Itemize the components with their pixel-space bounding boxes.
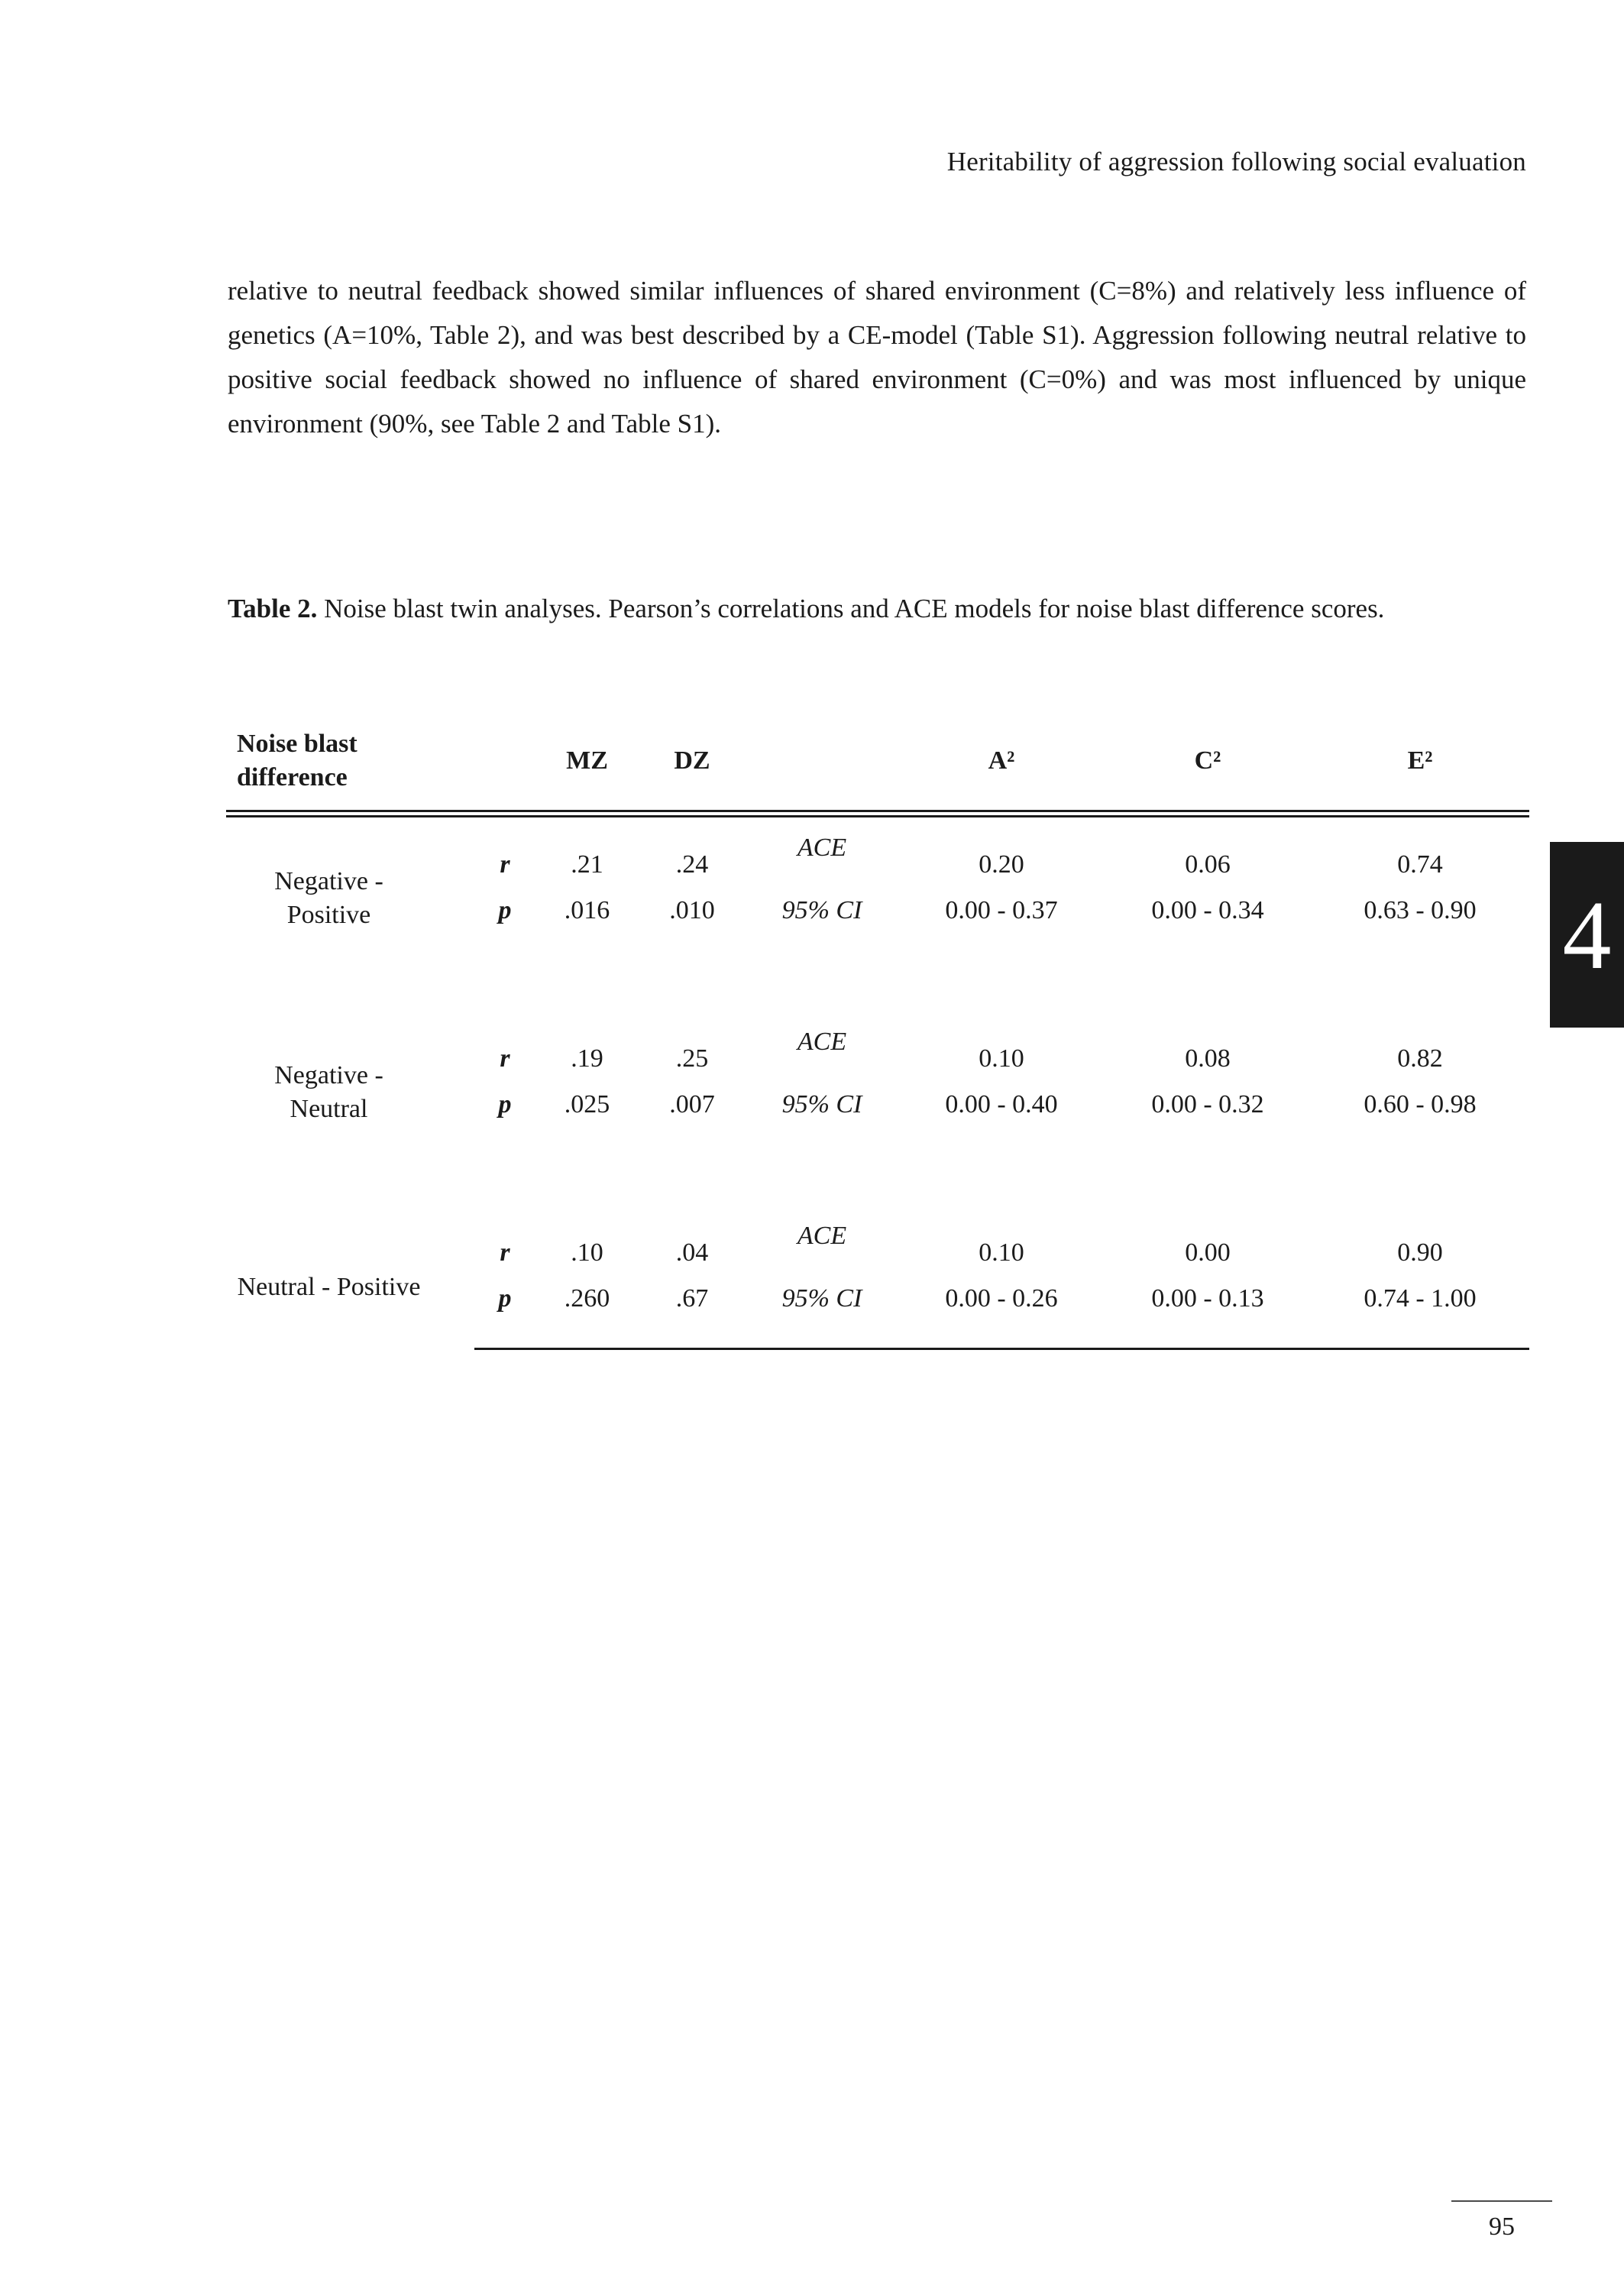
- cell-c2-ci: 0.00 - 0.32: [1151, 1090, 1264, 1118]
- cell-dz-r: .24: [675, 850, 709, 879]
- table-row: [226, 814, 1529, 892]
- cell-e2-estimate: 0.82: [1397, 1044, 1443, 1073]
- cell-mz-r: .10: [571, 1238, 603, 1267]
- cell-e2-ci: 0.63 - 0.90: [1364, 896, 1477, 924]
- col-header-e2: E²: [1311, 717, 1529, 814]
- stat-label-p: p: [498, 1090, 512, 1118]
- cell-model-ace: [746, 1154, 898, 1280]
- chapter-tab: [1550, 842, 1624, 1028]
- row-label-neutral-positive: Neutral - Positive: [237, 1272, 421, 1301]
- cell-c2-estimate: 0.00: [1185, 1238, 1231, 1267]
- cell-a2-ci: 0.00 - 0.26: [898, 1280, 1105, 1349]
- cell-e2-ci: 0.60 - 0.98: [1364, 1090, 1477, 1118]
- row-label-negative-neutral: Negative - Neutral: [274, 1061, 383, 1123]
- col-header-a2: A²: [898, 717, 1105, 814]
- table-row: [226, 1154, 1529, 1280]
- page-number: 95: [1489, 2213, 1515, 2241]
- stat-label-r: r: [500, 850, 510, 879]
- cell-model-ci: 95% CI: [781, 896, 862, 924]
- cell-dz-p: .67: [639, 1280, 746, 1349]
- cell-e2-ci: 0.74 - 1.00: [1311, 1280, 1529, 1349]
- cell-model-ci: 95% CI: [781, 1090, 862, 1118]
- cell-a2-estimate: 0.20: [979, 850, 1024, 879]
- cell-mz-r: .21: [571, 850, 603, 879]
- table-header-row: [226, 717, 1529, 814]
- cell-mz-p: .016: [564, 896, 610, 924]
- col-header-noise-blast-difference: Noise blast difference: [226, 717, 474, 814]
- col-header-mz: MZ: [535, 717, 639, 814]
- table-caption-text: Noise blast twin analyses. Pearson’s correlations and ACE models for noise blast difference scores.: [317, 594, 1385, 623]
- cell-a2-estimate: 0.10: [979, 1238, 1024, 1267]
- col-header-dz: DZ: [639, 717, 746, 814]
- cell-dz-p: .007: [669, 1090, 715, 1118]
- table-caption: [228, 587, 1526, 631]
- table-row: [226, 960, 1529, 1086]
- cell-model-ci: 95% CI: [746, 1280, 898, 1349]
- body-paragraph: relative to neutral feedback showed similar influences of shared environment (C=8%) and relatively less influence of genetics (A=10%, Table 2), and was best described by a CE-model (Table S1). Aggression following neutral relative to positive social feedback showed no influence of shared environment (C=0%) and was most influenced by unique environment (90%, see Table 2 and Table S1).: [228, 276, 1526, 439]
- cell-model-ace: [746, 814, 898, 892]
- cell-mz-p: .260: [535, 1280, 639, 1349]
- cell-e2-estimate: 0.90: [1397, 1238, 1443, 1267]
- cell-dz-r: .04: [675, 1238, 709, 1267]
- cell-c2-ci: 0.00 - 0.34: [1151, 896, 1264, 924]
- cell-a2-ci: 0.00 - 0.40: [945, 1090, 1058, 1118]
- cell-c2-estimate: 0.08: [1185, 1044, 1231, 1073]
- chapter-number: 4: [1562, 880, 1612, 989]
- running-head: Heritability of aggression following social evaluation: [946, 147, 1526, 176]
- cell-c2-ci: 0.00 - 0.13: [1105, 1280, 1311, 1349]
- cell-dz-p: .010: [669, 896, 715, 924]
- page-number-block: [1451, 2200, 1552, 2242]
- stat-label-p: p: [474, 1280, 535, 1349]
- col-header-model: [746, 717, 898, 814]
- cell-a2-estimate: 0.10: [979, 1044, 1024, 1073]
- cell-c2-estimate: 0.06: [1185, 850, 1231, 879]
- stat-label-r: r: [500, 1044, 510, 1073]
- cell-dz-r: .25: [675, 1044, 709, 1073]
- col-header-stat: [474, 717, 535, 814]
- stat-label-p: p: [498, 896, 512, 924]
- cell-e2-estimate: 0.74: [1397, 850, 1443, 879]
- col-header-c2: C²: [1105, 717, 1311, 814]
- cell-a2-ci: 0.00 - 0.37: [945, 896, 1058, 924]
- cell-model-ace: [746, 960, 898, 1086]
- stat-label-r: r: [500, 1238, 510, 1267]
- model-label: ACE: [797, 1222, 847, 1250]
- results-table: [226, 717, 1529, 1350]
- model-label: ACE: [797, 834, 847, 862]
- row-label-negative-positive: Negative - Positive: [274, 867, 383, 929]
- cell-mz-r: .19: [571, 1044, 603, 1073]
- cell-mz-p: .025: [564, 1090, 610, 1118]
- table-caption-label: Table 2.: [228, 594, 318, 623]
- model-label: ACE: [797, 1028, 847, 1056]
